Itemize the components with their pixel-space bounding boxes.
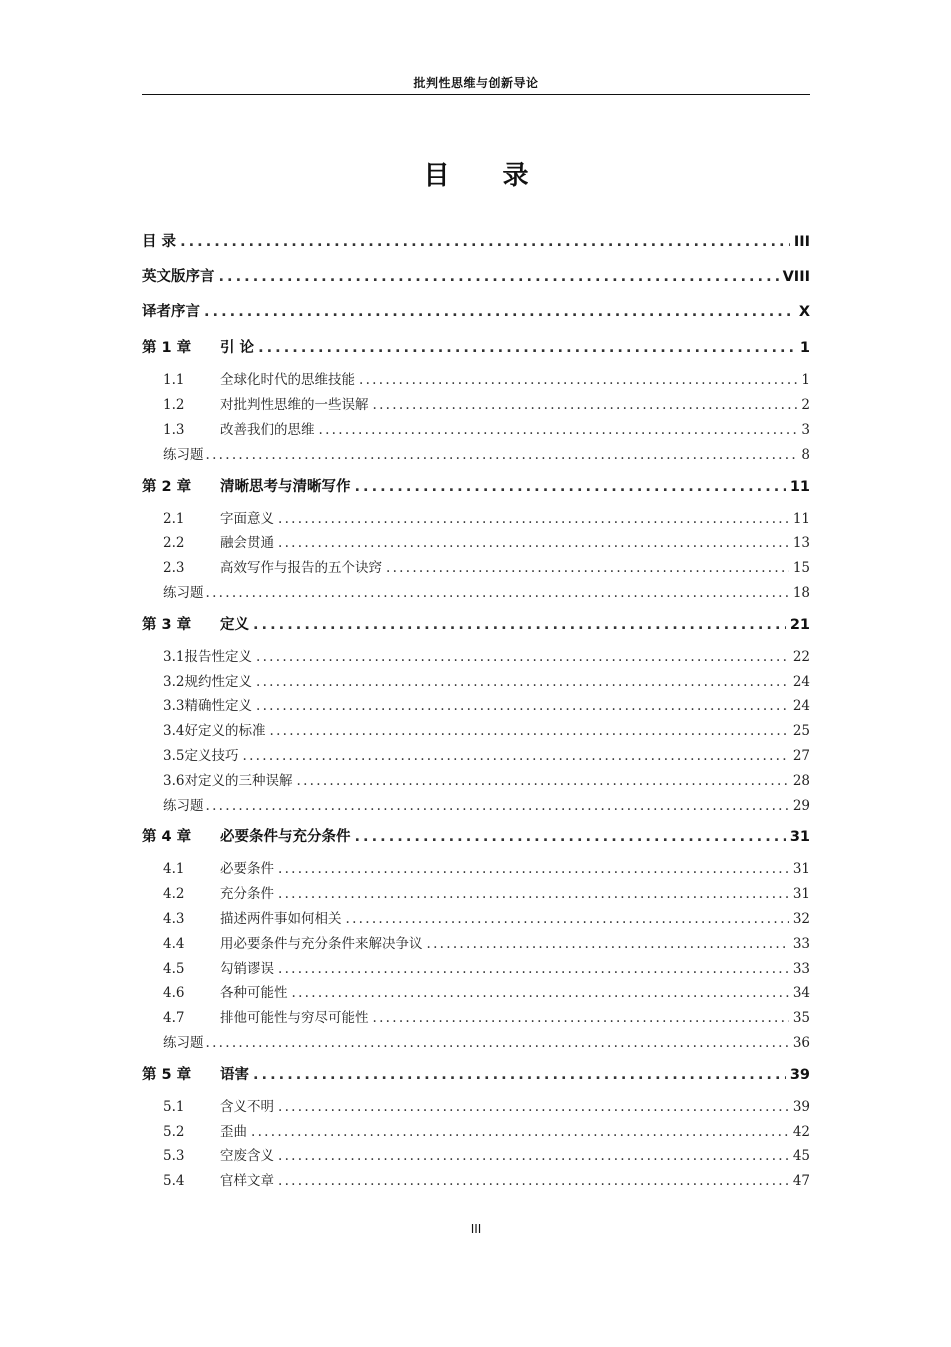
dot-leader <box>346 907 789 932</box>
dot-leader <box>180 225 790 260</box>
toc-section-entry[interactable] <box>142 744 810 769</box>
section-number: 3.2 <box>163 673 185 690</box>
dot-leader <box>256 645 789 670</box>
section-number: 4.2 <box>163 886 185 903</box>
section-number: 2.1 <box>163 510 185 527</box>
page-ref: 21 <box>789 616 810 633</box>
page-ref: 39 <box>789 1066 810 1083</box>
page-ref: 29 <box>792 797 810 814</box>
page-ref: 24 <box>792 673 810 690</box>
page-ref: 42 <box>792 1123 810 1140</box>
section-title: 高效写作与报告的五个诀窍 <box>220 560 382 577</box>
page-ref: 33 <box>792 935 810 952</box>
dot-leader <box>206 1031 789 1056</box>
toc-chapter-entry[interactable] <box>142 470 810 504</box>
page-ref: 33 <box>792 960 810 977</box>
section-number: 4.5 <box>163 960 185 977</box>
toc-section-entry[interactable] <box>142 645 810 670</box>
chapter-number: 第 1 章 <box>142 340 192 357</box>
toc-section-entry[interactable] <box>142 670 810 695</box>
section-number: 3.6 <box>163 772 185 789</box>
section-number: 3.1 <box>163 648 185 665</box>
page-ref: 47 <box>792 1173 810 1190</box>
section-number: 2.3 <box>163 560 185 577</box>
dot-leader <box>355 820 786 854</box>
dot-leader <box>278 857 789 882</box>
section-title: 歪曲 <box>220 1123 247 1140</box>
section-title: 各种可能性 <box>220 985 288 1002</box>
toc-section-entry[interactable] <box>142 418 810 443</box>
dot-leader <box>319 418 798 443</box>
table-of-contents <box>142 225 810 1194</box>
dot-leader <box>427 932 789 957</box>
dot-leader <box>219 260 779 295</box>
entry-label: 英文版序言 <box>142 268 215 285</box>
toc-section-entry[interactable] <box>142 393 810 418</box>
entry-label: 目 录 <box>142 234 177 250</box>
toc-section-entry[interactable] <box>142 694 810 719</box>
toc-section-entry[interactable] <box>142 1006 810 1031</box>
section-title: 排他可能性与穷尽可能性 <box>220 1010 369 1027</box>
toc-section-entry[interactable] <box>142 882 810 907</box>
section-number: 4.4 <box>163 935 185 952</box>
section-number: 4.7 <box>163 1010 185 1027</box>
toc-section-entry[interactable] <box>142 932 810 957</box>
section-number: 3.5 <box>163 747 185 764</box>
section-title: 全球化时代的思维技能 <box>220 372 355 389</box>
dot-leader <box>258 331 796 365</box>
toc-front-entry[interactable] <box>142 225 810 260</box>
page-ref: 24 <box>792 698 810 715</box>
section-title: 用必要条件与充分条件来解决争议 <box>220 935 423 952</box>
dot-leader <box>296 769 788 794</box>
chapter-number: 第 3 章 <box>142 616 192 633</box>
toc-exercise-entry[interactable] <box>142 443 810 468</box>
toc-front-entry[interactable] <box>142 295 810 330</box>
section-title: 必要条件 <box>220 861 274 878</box>
page-ref: 3 <box>801 421 810 438</box>
toc-exercise-entry[interactable] <box>142 794 810 819</box>
toc-section-entry[interactable] <box>142 556 810 581</box>
page-ref: 31 <box>792 886 810 903</box>
page-ref: 8 <box>801 446 810 463</box>
section-number: 3.4 <box>163 723 185 740</box>
dot-leader <box>278 1095 789 1120</box>
page-ref: 1 <box>801 372 810 389</box>
page-ref: 22 <box>792 648 810 665</box>
toc-section-entry[interactable] <box>142 719 810 744</box>
section-number: 5.3 <box>163 1148 185 1165</box>
section-number: 3.3 <box>163 698 185 715</box>
toc-section-entry[interactable] <box>142 1169 810 1194</box>
section-number: 1.1 <box>163 372 185 389</box>
running-header: 批判性思维与创新导论 <box>413 76 539 90</box>
header-rule <box>142 94 810 95</box>
page-ref: 11 <box>792 510 810 527</box>
section-title: 报告性定义 <box>184 648 252 665</box>
dot-leader <box>355 470 786 504</box>
page-ref: 1 <box>799 340 810 357</box>
toc-exercise-entry[interactable] <box>142 1031 810 1056</box>
dot-leader <box>242 744 788 769</box>
page-ref: 45 <box>792 1148 810 1165</box>
section-number: 4.3 <box>163 910 185 927</box>
page-ref: 39 <box>792 1098 810 1115</box>
toc-section-entry[interactable] <box>142 981 810 1006</box>
section-number: 1.3 <box>163 421 185 438</box>
section-title: 改善我们的思维 <box>220 421 315 438</box>
page-ref: 13 <box>792 535 810 552</box>
page-ref: 36 <box>792 1034 810 1051</box>
page-ref: 27 <box>792 747 810 764</box>
page-ref: 18 <box>792 584 810 601</box>
toc-section-entry[interactable] <box>142 857 810 882</box>
section-number: 5.4 <box>163 1173 185 1190</box>
page-number: III <box>470 1222 482 1236</box>
page-ref: 32 <box>792 910 810 927</box>
toc-section-entry[interactable] <box>142 1120 810 1145</box>
dot-leader <box>278 882 789 907</box>
toc-section-entry[interactable] <box>142 957 810 982</box>
chapter-number: 第 5 章 <box>142 1066 192 1083</box>
dot-leader <box>204 295 795 330</box>
page-ref: III <box>793 234 810 250</box>
dot-leader <box>206 443 798 468</box>
exercise-label: 练习题 <box>163 1034 204 1051</box>
section-title: 含义不明 <box>220 1098 274 1115</box>
section-number: 4.1 <box>163 861 185 878</box>
dot-leader <box>359 368 797 393</box>
dot-leader <box>278 957 789 982</box>
section-title: 官样文章 <box>220 1173 274 1190</box>
page-ref: X <box>798 303 810 320</box>
dot-leader <box>253 1058 786 1092</box>
section-title: 字面意义 <box>220 510 274 527</box>
section-title: 精确性定义 <box>184 698 252 715</box>
section-title: 空废含义 <box>220 1148 274 1165</box>
dot-leader <box>206 794 789 819</box>
dot-leader <box>269 719 788 744</box>
page-ref: 34 <box>792 985 810 1002</box>
page-ref: 25 <box>792 723 810 740</box>
toc-section-entry[interactable] <box>142 769 810 794</box>
section-number: 5.1 <box>163 1098 185 1115</box>
page-ref: 15 <box>792 560 810 577</box>
dot-leader <box>278 1144 789 1169</box>
page-ref: 35 <box>792 1010 810 1027</box>
section-title: 勾销谬误 <box>220 960 274 977</box>
dot-leader <box>386 556 789 581</box>
section-number: 5.2 <box>163 1123 185 1140</box>
page-ref: 11 <box>789 478 810 495</box>
toc-chapter-entry[interactable] <box>142 331 810 365</box>
dot-leader <box>206 581 789 606</box>
dot-leader <box>278 507 789 532</box>
page-ref: VIII <box>782 268 810 285</box>
toc-section-entry[interactable] <box>142 907 810 932</box>
section-title: 描述两件事如何相关 <box>220 910 342 927</box>
dot-leader <box>373 1006 789 1031</box>
dot-leader <box>251 1120 789 1145</box>
toc-title: 目 录 <box>423 161 551 191</box>
toc-section-entry[interactable] <box>142 1095 810 1120</box>
chapter-title: 必要条件与充分条件 <box>220 829 351 846</box>
toc-chapter-entry[interactable] <box>142 820 810 854</box>
page-ref: 31 <box>789 829 810 846</box>
exercise-label: 练习题 <box>163 797 204 814</box>
exercise-label: 练习题 <box>163 584 204 601</box>
chapter-title: 定义 <box>220 616 249 633</box>
entry-label: 译者序言 <box>142 303 200 320</box>
section-title: 充分条件 <box>220 886 274 903</box>
toc-section-entry[interactable] <box>142 368 810 393</box>
dot-leader <box>278 1169 789 1194</box>
chapter-title: 引 论 <box>220 340 255 357</box>
section-title: 融会贯通 <box>220 535 274 552</box>
dot-leader <box>253 608 786 642</box>
section-title: 对定义的三种误解 <box>184 772 293 789</box>
toc-front-entry[interactable] <box>142 260 810 295</box>
exercise-label: 练习题 <box>163 446 204 463</box>
page-ref: 2 <box>801 397 810 414</box>
toc-section-entry[interactable] <box>142 507 810 532</box>
section-title: 规约性定义 <box>184 673 252 690</box>
chapter-title: 语害 <box>220 1066 249 1083</box>
dot-leader <box>256 694 789 719</box>
chapter-number: 第 4 章 <box>142 829 192 846</box>
section-title: 好定义的标准 <box>184 723 266 740</box>
section-number: 1.2 <box>163 397 185 414</box>
toc-section-entry[interactable] <box>142 1144 810 1169</box>
section-number: 4.6 <box>163 985 185 1002</box>
section-number: 2.2 <box>163 535 185 552</box>
dot-leader <box>373 393 798 418</box>
toc-chapter-entry[interactable] <box>142 1058 810 1092</box>
chapter-number: 第 2 章 <box>142 478 192 495</box>
dot-leader <box>292 981 789 1006</box>
page-ref: 28 <box>792 772 810 789</box>
toc-section-entry[interactable] <box>142 531 810 556</box>
toc-chapter-entry[interactable] <box>142 608 810 642</box>
toc-exercise-entry[interactable] <box>142 581 810 606</box>
section-title: 定义技巧 <box>184 747 239 764</box>
dot-leader <box>278 531 789 556</box>
section-title: 对批判性思维的一些误解 <box>220 397 369 414</box>
dot-leader <box>256 670 789 695</box>
page-ref: 31 <box>792 861 810 878</box>
chapter-title: 清晰思考与清晰写作 <box>220 478 351 495</box>
